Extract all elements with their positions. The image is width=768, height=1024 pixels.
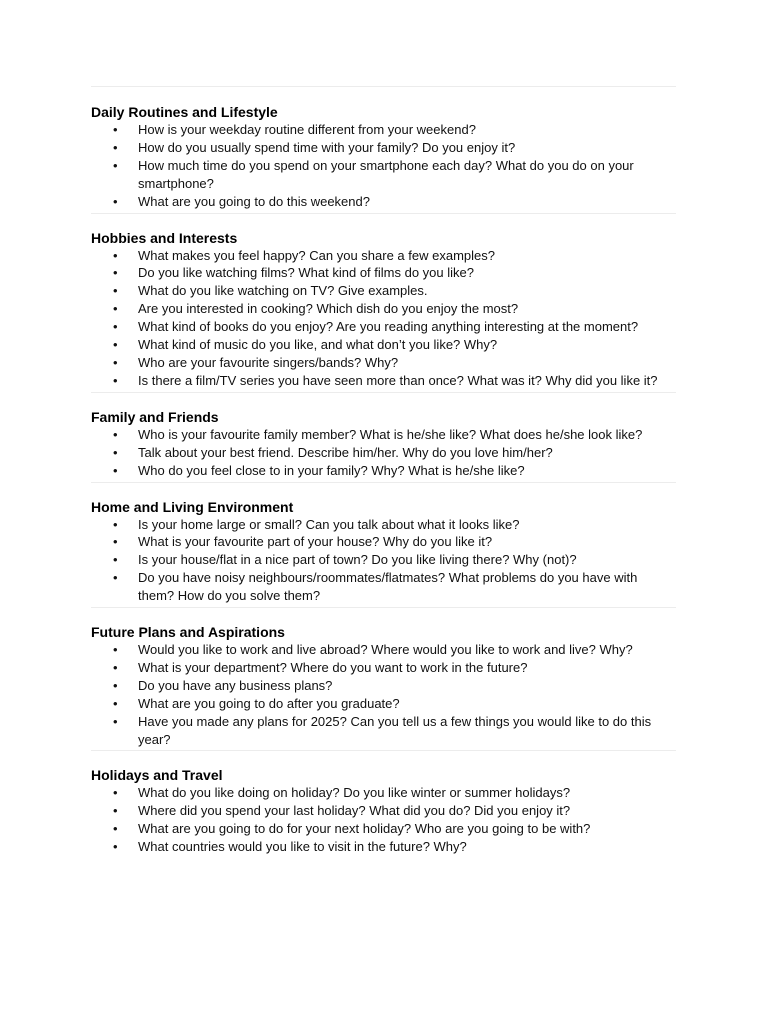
question-item: • Would you like to work and live abroad? Where would you like to work and live? Why? <box>91 641 676 659</box>
question-item: • What is your department? Where do you want to work in the future? <box>91 659 676 677</box>
question-item: • Do you like watching films? What kind of films do you like? <box>91 264 676 282</box>
question-item: • What is your favourite part of your house? Why do you like it? <box>91 533 676 551</box>
question-item: • How do you usually spend time with your family? Do you enjoy it? <box>91 139 676 157</box>
question-item: • Is your home large or small? Can you talk about what it looks like? <box>91 516 676 534</box>
question-item: • What countries would you like to visit in the future? Why? <box>91 838 676 856</box>
question-item: • Talk about your best friend. Describe him/her. Why do you love him/her? <box>91 444 676 462</box>
question-section <box>91 229 676 393</box>
question-section <box>91 766 676 858</box>
question-item: • Is there a film/TV series you have seen more than once? What was it? Why did you like it? <box>91 372 676 390</box>
document-content <box>91 103 676 873</box>
question-section <box>91 408 676 483</box>
question-item: • Do you have noisy neighbours/roommates/flatmates? What problems do you have with them? How do you solve them? <box>91 569 676 605</box>
question-list <box>91 247 676 390</box>
question-list <box>91 121 676 211</box>
question-item: • How is your weekday routine different from your weekend? <box>91 121 676 139</box>
section-heading: Home and Living Environment <box>91 498 294 515</box>
question-item: • What kind of books do you enjoy? Are you reading anything interesting at the moment? <box>91 318 676 336</box>
question-item: • Have you made any plans for 2025? Can you tell us a few things you would like to do this year? <box>91 713 676 749</box>
question-item: • What do you like watching on TV? Give examples. <box>91 282 676 300</box>
question-item: • What kind of music do you like, and what don’t you like? Why? <box>91 336 676 354</box>
question-item: • How much time do you spend on your smartphone each day? What do you do on your smartphone? <box>91 157 676 193</box>
question-item: • Who do you feel close to in your family? Why? What is he/she like? <box>91 462 676 480</box>
question-section <box>91 103 676 214</box>
question-item: • What makes you feel happy? Can you share a few examples? <box>91 247 676 265</box>
question-item: • Who is your favourite family member? What is he/she like? What does he/she look like? <box>91 426 676 444</box>
section-heading: Holidays and Travel <box>91 767 223 784</box>
question-item: • Where did you spend your last holiday? What did you do? Did you enjoy it? <box>91 802 676 820</box>
question-list <box>91 641 676 748</box>
section-heading: Family and Friends <box>91 408 219 425</box>
question-section <box>91 498 676 609</box>
question-item: • Are you interested in cooking? Which dish do you enjoy the most? <box>91 300 676 318</box>
question-section <box>91 623 676 751</box>
question-list <box>91 426 676 480</box>
question-item: • What do you like doing on holiday? Do you like winter or summer holidays? <box>91 784 676 802</box>
top-divider <box>91 86 676 87</box>
section-heading: Future Plans and Aspirations <box>91 624 285 641</box>
question-item: • What are you going to do for your next holiday? Who are you going to be with? <box>91 820 676 838</box>
question-item: • What are you going to do this weekend? <box>91 193 676 211</box>
question-list <box>91 516 676 606</box>
question-list <box>91 784 676 856</box>
section-heading: Daily Routines and Lifestyle <box>91 104 278 120</box>
question-item: • What are you going to do after you graduate? <box>91 695 676 713</box>
section-heading: Hobbies and Interests <box>91 229 238 246</box>
question-item: • Who are your favourite singers/bands? Why? <box>91 354 676 372</box>
question-item: • Do you have any business plans? <box>91 677 676 695</box>
question-item: • Is your house/flat in a nice part of town? Do you like living there? Why (not)? <box>91 551 676 569</box>
